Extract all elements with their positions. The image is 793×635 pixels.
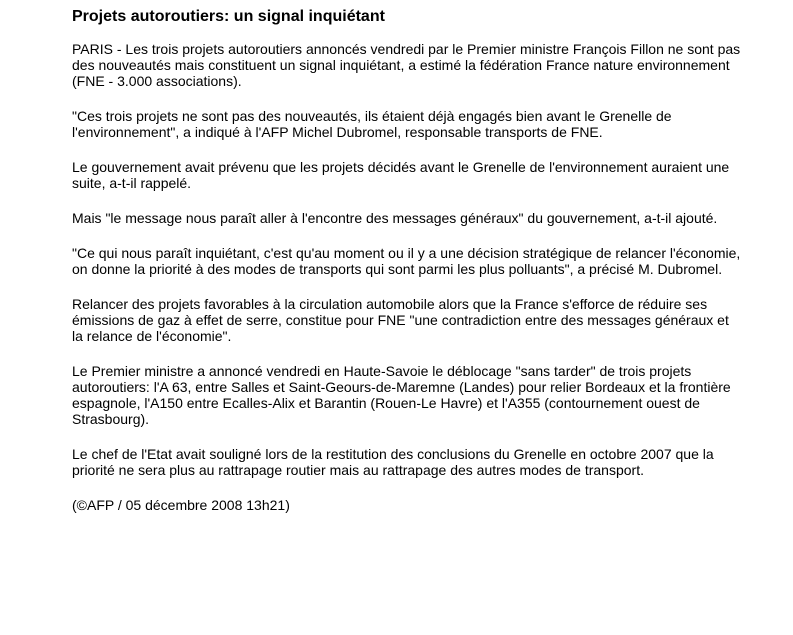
article-paragraph: Relancer des projets favorables à la circulation automobile alors que la France s'efforce de réduire ses émissions de gaz à effet de serre, constitue pour FNE "une contradiction entre des messages généraux et la relance de l'économie". (72, 296, 729, 344)
article-paragraph: Le gouvernement avait prévenu que les projets décidés avant le Grenelle de l'environnement auraient une suite, a-t-il rappelé. (72, 159, 730, 191)
article-credit: (©AFP / 05 décembre 2008 13h21) (72, 497, 290, 513)
article-paragraph: Le chef de l'Etat avait souligné lors de la restitution des conclusions du Grenelle en octobre 2007 que la priorité ne sera plus au rattrapage routier mais au rattrapage des autres modes de transport. (72, 446, 714, 478)
article-paragraph: Le Premier ministre a annoncé vendredi en Haute-Savoie le déblocage "sans tarder" de trois projets autoroutiers: l'A 63, entre Salles et Saint-Geours-de-Maremne (Landes) pour relier Bordeaux et la frontière espagnole, l'A150 entre Ecalles-Alix et Barantin (Rouen-Le Havre) et l'A355 (contournement ouest de Strasbourg). (72, 363, 731, 427)
article (72, 6, 742, 513)
article-paragraph: "Ces trois projets ne sont pas des nouveautés, ils étaient déjà engagés bien avant le Grenelle de l'environnement", a indiqué à l'AFP Michel Dubromel, responsable transports de FNE. (72, 108, 672, 140)
article-title: Projets autoroutiers: un signal inquiétant (72, 8, 385, 25)
article-paragraph: Mais "le message nous paraît aller à l'encontre des messages généraux" du gouvernement, a-t-il ajouté. (72, 210, 718, 226)
article-paragraph: PARIS - Les trois projets autoroutiers annoncés vendredi par le Premier ministre François Fillon ne sont pas des nouveautés mais constituent un signal inquiétant, a estimé la fédération France nature environnement (FNE - 3.000 associations). (72, 41, 741, 89)
article-paragraph: "Ce qui nous paraît inquiétant, c'est qu'au moment ou il y a une décision stratégique de relancer l'économie, on donne la priorité à des modes de transports qui sont parmi les plus polluants", a précisé M. Dubromel. (72, 245, 741, 277)
